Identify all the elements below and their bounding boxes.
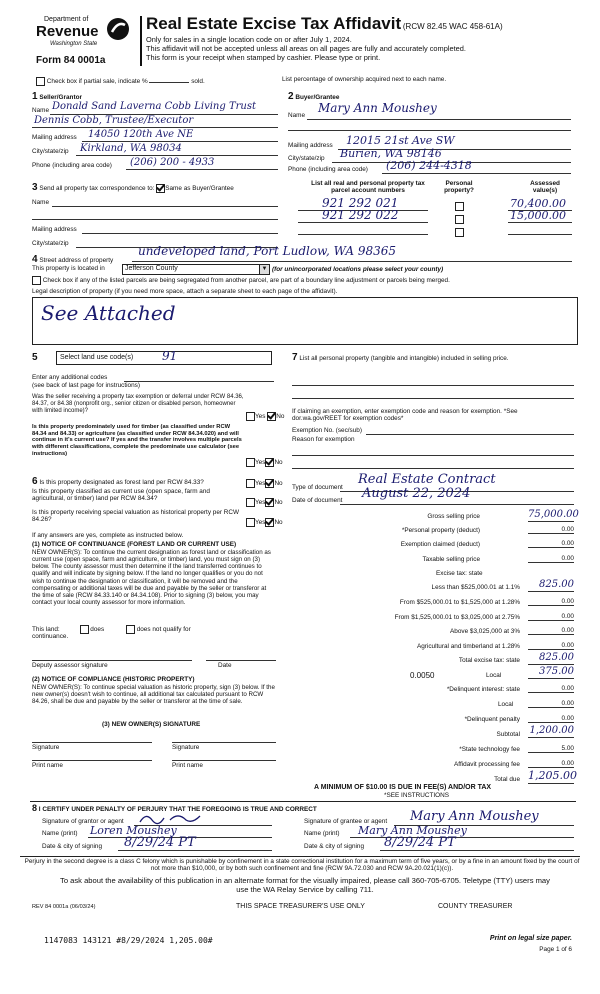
county-select[interactable] [122, 264, 270, 275]
agri-amount[interactable]: 0.00 [528, 642, 574, 650]
does-label: does [90, 626, 105, 634]
chevron-down-icon: ▼ [259, 265, 269, 274]
legal-desc-label: Legal description of property (if you need more space, attach a separate sheet to each page of the affidavit). [32, 288, 338, 295]
exemption-question: Was the seller receiving a property tax exemption or deferral under RCW 84.36, 84.37, or 84.38 (nonprofit org., senior citizen or disabled person, homeowner with limited income)? [32, 394, 244, 414]
notice-compliance-text: NEW OWNER(S): To continue special valuation as historic property, sign (3) below. If the new owner(s) doesn't wish to continue, all additional tax calculated pursuant to RCW 84.26, shall be due and payable by the seller or transferor at the time of sale. [32, 684, 275, 706]
delinquent-interest-amount[interactable]: 0.00 [528, 685, 574, 693]
seller-name-label: Name [32, 107, 50, 114]
sec3-city-label: City/state/zip [32, 240, 69, 247]
deputy-assessor-label: Deputy assessor signature [32, 662, 108, 669]
assessed-header-1: Assessed [530, 180, 560, 187]
grantee-name-label: Name (print) [304, 830, 340, 837]
subtotal-amount[interactable]: 1,200.00 [529, 725, 574, 736]
notice-continuance-text: NEW OWNER(S): To continue the current designation as forest land or classification as current use (open space, farm and agriculture, or timber) land, you must sign on (3) below. The county assessor must then determine if the land transferred continues to qualify and will indicate by signing below. If the land no longer qualifies or you do not wish to continue the designation or classification, it will be removed and the compensating or additional taxes will be due and payable by the seller or transferor at the time of sale (RCW 84.33.140 or 84.34.108). Prior to signing (3) below, you may contact your local county assessor for more information. [32, 549, 271, 606]
grantee-name-field[interactable]: Mary Ann Moushey [358, 824, 467, 837]
historic-question: Is this property receiving special valuation as historical property per RCW 84.26? [32, 509, 240, 524]
gross-selling-price[interactable]: 75,000.00 [528, 509, 579, 520]
document-type-label: Type of document [292, 484, 343, 491]
same-as-buyer-label: Same as Buyer/Grantee [165, 185, 234, 192]
print-name-label: Print name [32, 762, 63, 769]
seller-address-field[interactable]: 14050 120th Ave NE [88, 129, 194, 140]
technology-fee-amount[interactable]: 5.00 [528, 745, 574, 753]
timber-yes-checkbox[interactable] [246, 458, 255, 467]
seller-address-label: Mailing address [32, 134, 77, 141]
if-any-note: If any answers are yes, complete as instructed below. [32, 532, 184, 539]
delinquent-local-label: Local [498, 701, 514, 708]
new-owner-signature-heading: (3) NEW OWNER(S) SIGNATURE [102, 721, 201, 728]
grantor-name-field[interactable]: Loren Moushey [90, 824, 177, 837]
affidavit-fee-amount[interactable]: 0.00 [528, 760, 574, 768]
personal-header-2: property? [444, 187, 474, 195]
buyer-address-label: Mailing address [288, 142, 333, 149]
document-type-field[interactable]: Real Estate Contract [358, 472, 496, 487]
yes-label: Yes [255, 413, 266, 421]
parcel-number[interactable]: 921 292 022 [322, 208, 399, 222]
no-label: No [276, 413, 285, 421]
county-select-value: Jefferson County [125, 265, 178, 272]
partial-sale-label: Check box if partial sale, indicate % [46, 78, 148, 86]
boundary-checkbox[interactable] [32, 276, 41, 285]
total-state-label: Total excise tax: state [458, 657, 520, 664]
seller-name-field[interactable]: Donald Sand Laverna Cobb Living Trust [52, 101, 256, 112]
buyer-phone-field[interactable]: (206) 244-4318 [386, 159, 472, 172]
current-use-question: Is this property classified as current use (open space, farm and agricultural, or timber) land per RCW 84.34? [32, 488, 210, 503]
state-label: Washington State [50, 41, 98, 47]
sold-label: sold. [191, 78, 205, 86]
seller-heading: Seller/Grantor [39, 94, 82, 101]
exemption-no-label: Exemption No. (sec/sub) [292, 427, 362, 434]
tier3-label: From $1,525,000.01 to $3,025,000 at 2.75% [394, 614, 520, 621]
notice-continuance-heading: (1) NOTICE OF CONTINUANCE (FOREST LAND OR CURRENT USE) [32, 541, 237, 548]
same-as-buyer-checkbox[interactable] [156, 184, 165, 193]
taxable-selling-price[interactable]: 0.00 [528, 555, 574, 563]
header-note-1: Only for sales in a single location code on or after July 1, 2024. [146, 35, 352, 44]
does-checkbox[interactable] [80, 625, 89, 634]
gross-label: Gross selling price [427, 513, 480, 520]
continuance-label: continuance. [32, 633, 69, 640]
footer-divider [20, 856, 580, 857]
local-rate: 0.0050 [410, 671, 435, 680]
assessed-value[interactable]: 15,000.00 [510, 209, 566, 222]
delinquent-interest-label: *Delinquent interest: state [446, 686, 520, 693]
grantor-date-label: Date & city of signing [42, 843, 103, 850]
header-divider [140, 16, 142, 66]
legal-description-box[interactable] [32, 297, 578, 345]
perjury-notice: Perjury in the second degree is a class C felony which is punishable by confinement in a state correctional institution for a maximum term of five years, or by a fine in an amount fixed by the court of not more than $10,000, or by both such confinement and fine (RCW 9A.72.030 and RCW 9A.20.021(1)(c)). [24, 858, 580, 873]
additional-codes-label: Enter any additional codes [32, 374, 108, 381]
notice-compliance-heading: (2) NOTICE OF COMPLIANCE (HISTORIC PROPERTY) [32, 676, 195, 683]
agri-label: Agricultural and timberland at 1.28% [416, 643, 520, 650]
total-state-amount[interactable]: 825.00 [528, 652, 574, 665]
seller-phone-label: Phone (including area code) [32, 162, 112, 169]
see-instructions: *SEE INSTRUCTIONS [384, 792, 449, 799]
tier1-label: Less than $525,000.01 at 1.1% [431, 584, 520, 591]
grantee-date-field[interactable]: 8/29/24 PT [384, 835, 456, 850]
land-use-select[interactable] [56, 351, 272, 365]
current-use-yes-checkbox[interactable] [246, 498, 255, 507]
tier4-amount[interactable]: 0.00 [528, 627, 574, 635]
personal-header-1: Personal [445, 180, 473, 187]
tier1-amount[interactable]: 825.00 [528, 579, 574, 592]
no-label: No [274, 480, 283, 488]
exemption-yes-checkbox[interactable] [246, 412, 255, 421]
does-not-label: does not qualify for [136, 626, 191, 634]
personal-property-checkbox[interactable] [455, 215, 464, 224]
local-amount[interactable]: 375.00 [528, 666, 574, 679]
tier4-label: Above $3,025,000 at 3% [450, 628, 520, 635]
deputy-date-label: Date [218, 662, 232, 669]
total-due-amount[interactable]: 1,205.00 [528, 769, 577, 782]
print-name-label-2: Print name [172, 762, 203, 769]
exemption-claimed-label: Exemption claimed (deduct) [400, 541, 480, 548]
exemption-no-checkbox[interactable] [267, 412, 276, 421]
codes-instructions: (see back of last page for instructions) [32, 382, 140, 389]
yes-label: Yes [255, 519, 266, 527]
taxable-label: Taxable selling price [422, 556, 480, 563]
parcels-header-2: parcel account numbers [331, 187, 405, 195]
revenue-label: Revenue [36, 23, 99, 40]
grantee-signature-field[interactable]: Mary Ann Moushey [410, 809, 539, 824]
personal-property-checkbox[interactable] [455, 202, 464, 211]
signature-label: Signature [32, 744, 60, 751]
assessed-value[interactable]: 70,400.00 [510, 197, 566, 210]
land-use-label: Select land use code(s) [60, 354, 134, 361]
subtotal-label: Subtotal [496, 731, 520, 738]
section8-divider [30, 801, 576, 802]
does-not-checkbox[interactable] [126, 625, 135, 634]
document-date-label: Date of document [292, 497, 343, 504]
revision-label: REV 84 0001a (06/03/24) [32, 904, 96, 910]
grantee-date-label: Date & city of signing [304, 843, 365, 850]
street-label: Street address of property [39, 257, 114, 264]
seller-city-field[interactable]: Kirkland, WA 98034 [80, 143, 182, 154]
forest-question: Is this property designated as forest land per RCW 84.33? [39, 479, 204, 486]
current-use-no-checkbox[interactable] [265, 498, 274, 507]
historic-no-checkbox[interactable] [265, 518, 274, 527]
local-label: Local [486, 672, 502, 679]
boundary-label: Check box if any of the listed parcels are being segregated from another parcel, are part of a boundary line adjustment or parcels being merged. [42, 277, 450, 285]
street-address-field[interactable]: undeveloped land, Port Ludlow, WA 98365 [138, 244, 396, 258]
page-number: Page 1 of 6 [539, 946, 572, 953]
parcel-number[interactable]: 921 292 021 [322, 196, 399, 210]
county-treasurer-label: COUNTY TREASURER [438, 903, 513, 910]
sec3-mailing-label: Mailing address [32, 226, 77, 233]
located-label: This property is located in [32, 265, 105, 272]
buyer-name-field[interactable]: Mary Ann Moushey [318, 101, 437, 115]
legal-paper-note: Print on legal size paper. [489, 935, 572, 942]
sec3-name-label: Name [32, 199, 50, 206]
buyer-heading: Buyer/Grantee [295, 94, 340, 101]
no-label: No [274, 519, 283, 527]
delinquent-local-amount[interactable]: 0.00 [528, 700, 574, 708]
no-label: No [274, 459, 283, 467]
delinquent-penalty-amount[interactable]: 0.00 [528, 715, 574, 723]
no-label: No [274, 499, 283, 507]
personal-property-checkbox[interactable] [455, 228, 464, 237]
yes-label: Yes [255, 480, 266, 488]
form-number: Form 84 0001a [36, 55, 106, 66]
technology-fee-label: *State technology fee [459, 746, 520, 753]
header-note-2: This affidavit will not be accepted unless all areas on all pages are fully and accurately completed. [146, 44, 466, 53]
ownership-note: List percentage of ownership acquired next to each name. [282, 76, 447, 83]
grantor-date-field[interactable]: 8/29/24 PT [124, 835, 196, 850]
buyer-address-field[interactable]: 12015 21st Ave SW [346, 134, 455, 147]
buyer-phone-label: Phone (including area code) [288, 166, 368, 173]
seller-name-field-2[interactable]: Dennis Cobb, Trustee/Executor [34, 115, 194, 126]
exemption-instructions: If claiming an exemption, enter exemption code and reason for exemption. *See dor.wa.gov/REET for exemption codes* [292, 408, 518, 423]
exemption-claimed[interactable]: 0.00 [528, 540, 574, 548]
forest-yes-checkbox[interactable] [246, 479, 255, 488]
buyer-city-label: City/state/zip [288, 155, 325, 162]
header-note-3: This form is your receipt when stamped by cashier. Please type or print. [146, 53, 381, 62]
tier2-label: From $525,000.01 to $1,525,000 at 1.28% [399, 599, 520, 606]
land-use-code: 91 [162, 349, 178, 363]
affidavit-fee-label: Affidavit processing fee [454, 761, 520, 768]
certify-statement: I CERTIFY UNDER PENALTY OF PERJURY THAT THE FOREGOING IS TRUE AND CORRECT [38, 806, 317, 813]
seller-city-label: City/state/zip [32, 148, 69, 155]
timber-question: Is this property predominately used for timber (as classified under RCW 84.34 and 84.33) or agriculture (as classified under RCW 84.34.020) and will continue in it's current use? If yes and the transfer involves multiple parcels with different classifications, complete the predominate use calculator (see instructions) [32, 424, 242, 457]
grantee-signature-label: Signature of grantee or agent [304, 818, 388, 825]
assessed-header-2: value(s) [532, 187, 558, 195]
yes-label: Yes [255, 499, 266, 507]
seller-phone-field[interactable]: (206) 200 - 4933 [130, 157, 215, 168]
signature-label-2: Signature [172, 744, 200, 751]
buyer-city-field[interactable]: Burien, WA 98146 [340, 147, 442, 160]
timber-no-checkbox[interactable] [265, 458, 274, 467]
reason-label: Reason for exemption [292, 436, 355, 443]
partial-sale-checkbox[interactable] [36, 77, 45, 86]
legal-description-value: See Attached [41, 301, 176, 325]
excise-state-label: Excise tax: state [436, 570, 483, 577]
parcels-header-1: List all real and personal property tax [311, 180, 425, 187]
personal-deduct[interactable]: 0.00 [528, 526, 574, 534]
receipt-stamp: 1147083 143121 #8/29/2024 1,205.00# [44, 936, 213, 945]
rcw-reference: (RCW 82.45 WAC 458-61A) [402, 22, 503, 31]
revenue-logo-icon [106, 17, 130, 41]
sec3-label: Send all property tax correspondence to: [39, 185, 155, 192]
alternate-format-notice: To ask about the availability of this publication in an alternate format for the visually impaired, please call 360-705-6705. Teletype (TTY) users may use the WA Relay Service by calling 711. [60, 876, 550, 894]
tier2-amount[interactable]: 0.00 [528, 598, 574, 606]
forest-no-checkbox[interactable] [265, 479, 274, 488]
form-title: Real Estate Excise Tax Affidavit [146, 14, 402, 33]
delinquent-penalty-label: *Delinquent penalty [464, 716, 520, 723]
tier3-amount[interactable]: 0.00 [528, 613, 574, 621]
yes-label: Yes [255, 459, 266, 467]
treasurer-space-label: THIS SPACE TREASURER'S USE ONLY [236, 903, 365, 910]
personal-deduct-label: *Personal property (deduct) [401, 527, 480, 534]
personal-property-list-label: List all personal property (tangible and intangible) included in selling price. [299, 355, 509, 362]
grantor-name-label: Name (print) [42, 830, 78, 837]
dept-label: Department of [44, 16, 89, 23]
grantor-signature-label: Signature of grantor or agent [42, 818, 124, 825]
minimum-note: A MINIMUM OF $10.00 IS DUE IN FEE(S) AND/OR TAX [314, 784, 492, 791]
total-due-label: Total due [494, 776, 520, 783]
buyer-name-label: Name [288, 112, 306, 119]
historic-yes-checkbox[interactable] [246, 518, 255, 527]
unincorporated-note: (for unincorporated locations please select your county) [272, 266, 444, 273]
document-date-field[interactable]: August 22, 2024 [362, 486, 471, 501]
this-land-label: This land: [32, 626, 60, 634]
